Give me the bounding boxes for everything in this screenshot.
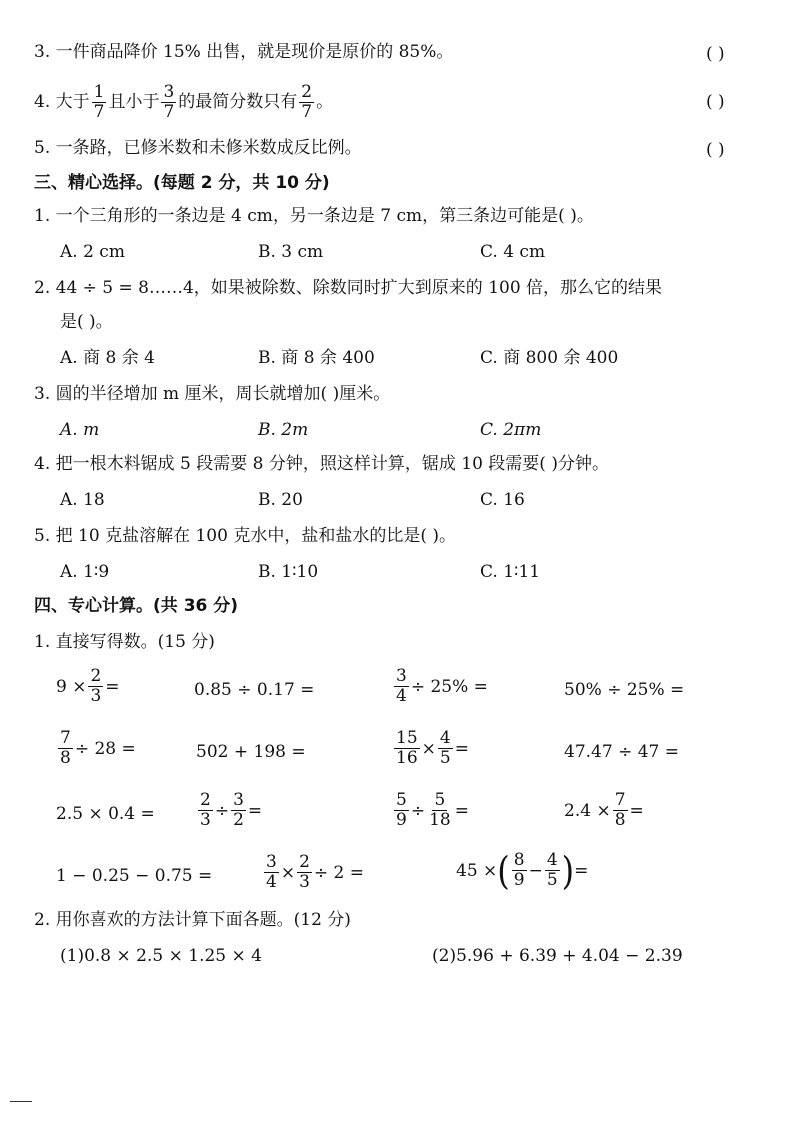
expression: 47.47 ÷ 47 = xyxy=(564,742,679,762)
choice-4-option-b[interactable]: B. 20 xyxy=(258,490,303,510)
operator: × xyxy=(280,862,296,883)
page-edge-mark xyxy=(10,1101,32,1102)
numerator: 5 xyxy=(434,790,446,810)
operand: 2.4 × xyxy=(564,800,611,821)
q4-mid2: 的最简分数只有 xyxy=(178,92,298,112)
calc-r3-b xyxy=(196,792,262,829)
section-3-heading: 三、精心选择。(每题 2 分，共 10 分) xyxy=(34,173,330,193)
fraction xyxy=(545,852,560,889)
judge-question-4 xyxy=(34,84,333,121)
denominator: 5 xyxy=(439,748,451,768)
denominator: 3 xyxy=(200,810,211,830)
calc-r2-d xyxy=(564,742,679,762)
choice-3-option-c[interactable]: C. 2πm xyxy=(480,420,542,440)
calc-r4-a xyxy=(56,866,212,886)
numerator: 2 xyxy=(301,82,313,102)
choice-1-option-b[interactable]: B. 3 cm xyxy=(258,242,324,262)
expression: 1 − 0.25 − 0.75 = xyxy=(56,866,213,886)
expression: 2.5 × 0.4 = xyxy=(56,804,155,824)
judge-question-3: 3. 一件商品降价 15% 出售，就是现价是原价的 85%。 xyxy=(34,42,454,62)
numerator: 3 xyxy=(266,852,277,872)
calc-problem-1: (1)0.8 × 2.5 × 1.25 × 4 xyxy=(60,946,262,966)
calc-r1-d xyxy=(564,680,684,700)
fraction xyxy=(613,792,628,829)
right-paren: ) xyxy=(561,847,575,894)
expression: ÷ 25% = xyxy=(410,676,488,697)
fraction xyxy=(438,730,453,767)
expression: ÷ 28 = xyxy=(74,738,136,759)
answer-blank-5[interactable]: ( ) xyxy=(706,140,725,160)
calc-r1-a xyxy=(56,668,120,705)
calc-r3-c xyxy=(392,792,469,829)
denominator: 7 xyxy=(93,102,105,122)
choice-5-option-a[interactable]: A. 1∶9 xyxy=(60,562,110,582)
choice-question-2: 2. 44 ÷ 5 = 8……4，如果被除数、除数同时扩大到原来的 100 倍，那么它的结果 xyxy=(34,278,663,298)
calc-r4-c xyxy=(456,847,589,894)
denominator: 3 xyxy=(299,872,310,892)
choice-3-option-b[interactable]: B. 2m xyxy=(258,420,309,440)
fraction xyxy=(394,730,420,767)
numerator: 5 xyxy=(396,790,407,810)
numerator: 3 xyxy=(233,790,244,810)
calc-part-2-title: 2. 用你喜欢的方法计算下面各题。(12 分) xyxy=(34,910,351,930)
q4-mid1: 且小于 xyxy=(108,92,160,112)
denominator: 7 xyxy=(301,102,313,122)
answer-blank-3[interactable]: ( ) xyxy=(706,44,725,64)
denominator: 9 xyxy=(513,870,525,890)
numerator: 2 xyxy=(299,852,310,872)
calc-problem-2: (2)5.96 + 6.39 + 4.04 − 2.39 xyxy=(432,946,683,966)
denominator: 18 xyxy=(429,810,451,830)
equals: = xyxy=(105,676,120,697)
q4-pre: 4. 大于 xyxy=(34,92,90,112)
choice-4-option-a[interactable]: A. 18 xyxy=(60,490,105,510)
fraction-2-7 xyxy=(299,84,314,121)
calc-r2-a xyxy=(56,730,136,767)
fraction xyxy=(264,854,279,891)
calc-part-1-title: 1. 直接写得数。(15 分) xyxy=(34,632,215,652)
choice-5-option-b[interactable]: B. 1∶10 xyxy=(258,562,319,582)
fraction-1-7 xyxy=(92,84,107,121)
choice-3-option-a[interactable]: A. m xyxy=(60,420,100,440)
expression: 502 + 198 = xyxy=(196,742,306,762)
equals: = xyxy=(454,800,469,821)
expression: 0.85 ÷ 0.17 = xyxy=(194,680,315,700)
fraction xyxy=(198,792,213,829)
choice-2-option-b[interactable]: B. 商 8 余 400 xyxy=(258,348,375,368)
answer-blank-4[interactable]: ( ) xyxy=(706,92,725,112)
operator: ÷ xyxy=(410,800,426,821)
calc-r1-c xyxy=(392,668,488,705)
numerator: 7 xyxy=(60,728,71,748)
expression: 50% ÷ 25% = xyxy=(564,680,685,700)
numerator: 1 xyxy=(93,82,105,102)
calc-r2-c xyxy=(392,730,469,767)
numerator: 4 xyxy=(439,728,451,748)
fraction xyxy=(427,792,453,829)
denominator: 2 xyxy=(233,810,244,830)
equals: = xyxy=(454,738,469,759)
numerator: 2 xyxy=(90,666,102,686)
denominator: 4 xyxy=(396,686,407,706)
choice-1-option-c[interactable]: C. 4 cm xyxy=(480,242,546,262)
numerator: 4 xyxy=(546,850,558,870)
numerator: 8 xyxy=(513,850,525,870)
choice-1-option-a[interactable]: A. 2 cm xyxy=(60,242,125,262)
fraction xyxy=(231,792,246,829)
denominator: 4 xyxy=(266,872,277,892)
left-paren: ( xyxy=(497,847,510,894)
equals: = xyxy=(629,800,644,821)
calc-r4-b xyxy=(262,854,364,891)
denominator: 8 xyxy=(614,810,626,830)
fraction xyxy=(394,668,409,705)
expression: ÷ 2 = xyxy=(313,862,365,883)
denominator: 8 xyxy=(60,748,71,768)
operand: 9 × xyxy=(56,676,87,697)
calc-r2-b xyxy=(196,742,306,762)
fraction xyxy=(58,730,73,767)
section-4-heading: 四、专心计算。(共 36 分) xyxy=(34,596,239,616)
operator: ÷ xyxy=(214,800,230,821)
denominator: 5 xyxy=(546,870,558,890)
fraction xyxy=(297,854,312,891)
equals: = xyxy=(247,800,263,821)
numerator: 7 xyxy=(614,790,626,810)
numerator: 15 xyxy=(396,728,418,748)
q4-post: 。 xyxy=(316,92,334,112)
denominator: 7 xyxy=(163,102,175,122)
calc-r3-d xyxy=(564,792,644,829)
choice-2-option-a[interactable]: A. 商 8 余 4 xyxy=(60,348,155,368)
operand: 45 × xyxy=(456,860,498,881)
equals: = xyxy=(574,860,589,881)
denominator: 16 xyxy=(396,748,418,768)
choice-question-4: 4. 把一根木料锯成 5 段需要 8 分钟，照这样计算，锯成 10 段需要( )分钟。 xyxy=(34,454,609,474)
choice-5-option-c[interactable]: C. 1∶11 xyxy=(480,562,541,582)
choice-question-3: 3. 圆的半径增加 m 厘米，周长就增加( )厘米。 xyxy=(34,384,391,404)
fraction-3-7 xyxy=(161,84,176,121)
operator: × xyxy=(421,738,436,759)
judge-question-5: 5. 一条路，已修米数和未修米数成反比例。 xyxy=(34,138,362,158)
numerator: 2 xyxy=(200,790,211,810)
numerator: 3 xyxy=(163,82,175,102)
choice-2-option-c[interactable]: C. 商 800 余 400 xyxy=(480,348,619,368)
numerator: 3 xyxy=(396,666,407,686)
calc-r1-b xyxy=(194,680,314,700)
calc-r3-a xyxy=(56,804,155,824)
choice-question-2-cont: 是( )。 xyxy=(60,312,113,332)
denominator: 9 xyxy=(396,810,407,830)
fraction xyxy=(88,668,103,705)
operator: − xyxy=(528,860,543,881)
choice-4-option-c[interactable]: C. 16 xyxy=(480,490,525,510)
fraction xyxy=(394,792,409,829)
choice-question-5: 5. 把 10 克盐溶解在 100 克水中，盐和盐水的比是( )。 xyxy=(34,526,456,546)
fraction xyxy=(512,852,527,889)
denominator: 3 xyxy=(90,686,102,706)
choice-question-1: 1. 一个三角形的一条边是 4 cm，另一条边是 7 cm，第三条边可能是( )。 xyxy=(34,206,594,226)
